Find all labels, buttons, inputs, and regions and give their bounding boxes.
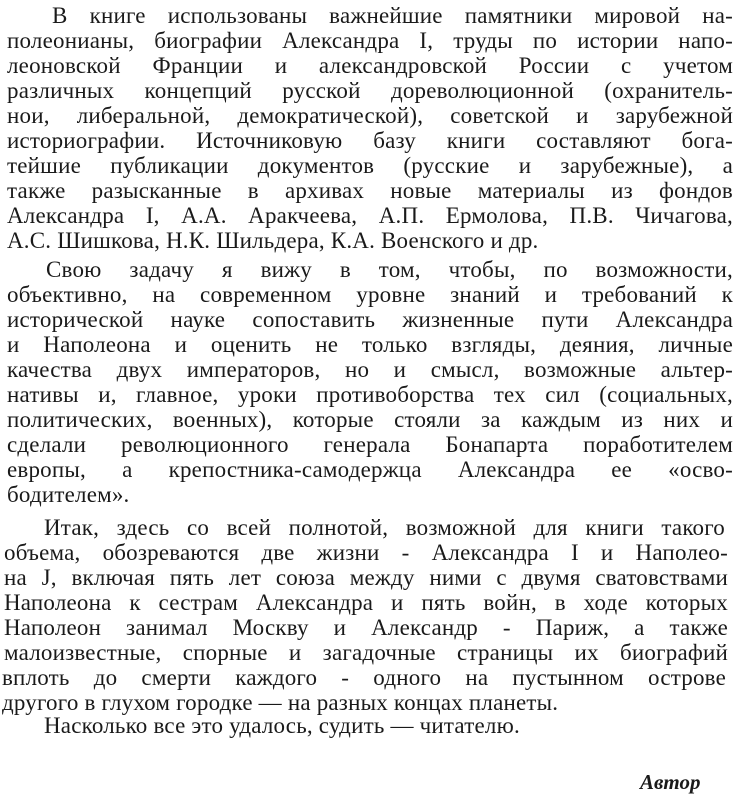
paragraph-line: объективно, на современном уровне знаний и требований к xyxy=(7,282,733,307)
paragraph-line: Итак, здесь со всей полнотой, возможной для книги такого xyxy=(44,515,725,540)
paragraph-line: политических, военных), которые стояли за каждым из них и xyxy=(7,407,733,432)
paragraph-line: историографии. Источниковую базу книги составляют бога- xyxy=(7,128,733,153)
paragraph-line: и Наполеона и оценить не только взгляды, деяния, личные xyxy=(7,332,733,357)
paragraph-line: европы, а крепостника-самодержца Александра ее «осво- xyxy=(7,457,733,482)
paragraph-line: также разысканные в архивах новые материалы из фондов xyxy=(7,178,733,203)
paragraph-line: леоновской Франции и александровской России с учетом xyxy=(7,53,733,78)
paragraph-line: другого в глухом городке — на разных концах планеты. xyxy=(2,690,559,715)
paragraph-line: Свою задачу я вижу в том, чтобы, по возможности, xyxy=(46,257,733,282)
paragraph-line: бодителем». xyxy=(7,482,130,507)
paragraph-line: на J, включая пять лет союза между ними с двумя сватовствами xyxy=(4,565,728,590)
paragraph-line: А.С. Шишкова, Н.К. Шильдера, К.А. Военского и др. xyxy=(7,228,539,253)
paragraph-line: исторической науке сопоставить жизненные пути Александра xyxy=(7,307,733,332)
paragraph-line: вплоть до смерти каждого - одного на пустынном острове xyxy=(2,665,726,690)
paragraph-line: Насколько все это удалось, судить — читателю. xyxy=(44,713,520,738)
paragraph-line: нои, либеральной, демократической), советской и зарубежной xyxy=(7,103,733,128)
paragraph-line: Наполеон занимал Москву и Александр - Париж, а также xyxy=(4,615,728,640)
paragraph-line: сделали революционного генерала Бонапарта поработителем xyxy=(7,432,733,457)
paragraph-line: различных концепций русской дореволюционной (охранитель- xyxy=(7,78,733,103)
author-signature: Автор xyxy=(640,770,701,794)
paragraph-line: нативы и, главное, уроки противоборства тех сил (социальных, xyxy=(7,382,733,407)
paragraph-line: Александра I, А.А. Аракчеева, А.П. Ермолова, П.В. Чичагова, xyxy=(7,203,733,228)
paragraph-line: объема, обозреваются две жизни - Александра I и Наполео- xyxy=(4,540,728,565)
paragraph-line: малоизвестные, спорные и загадочные страницы их биографий xyxy=(4,640,728,665)
paragraph-line: качества двух императоров, но и смысл, возможные альтер- xyxy=(7,357,733,382)
paragraph-line: тейшие публикации документов (русские и зарубежные), а xyxy=(7,153,733,178)
paragraph-line: Наполеона к сестрам Александра и пять войн, в ходе которых xyxy=(4,590,728,615)
paragraph-line: полеонианы, биографии Александра I, труды по истории напо- xyxy=(7,28,733,53)
paragraph-line: В книге использованы важнейшие памятники мировой на- xyxy=(52,3,733,28)
